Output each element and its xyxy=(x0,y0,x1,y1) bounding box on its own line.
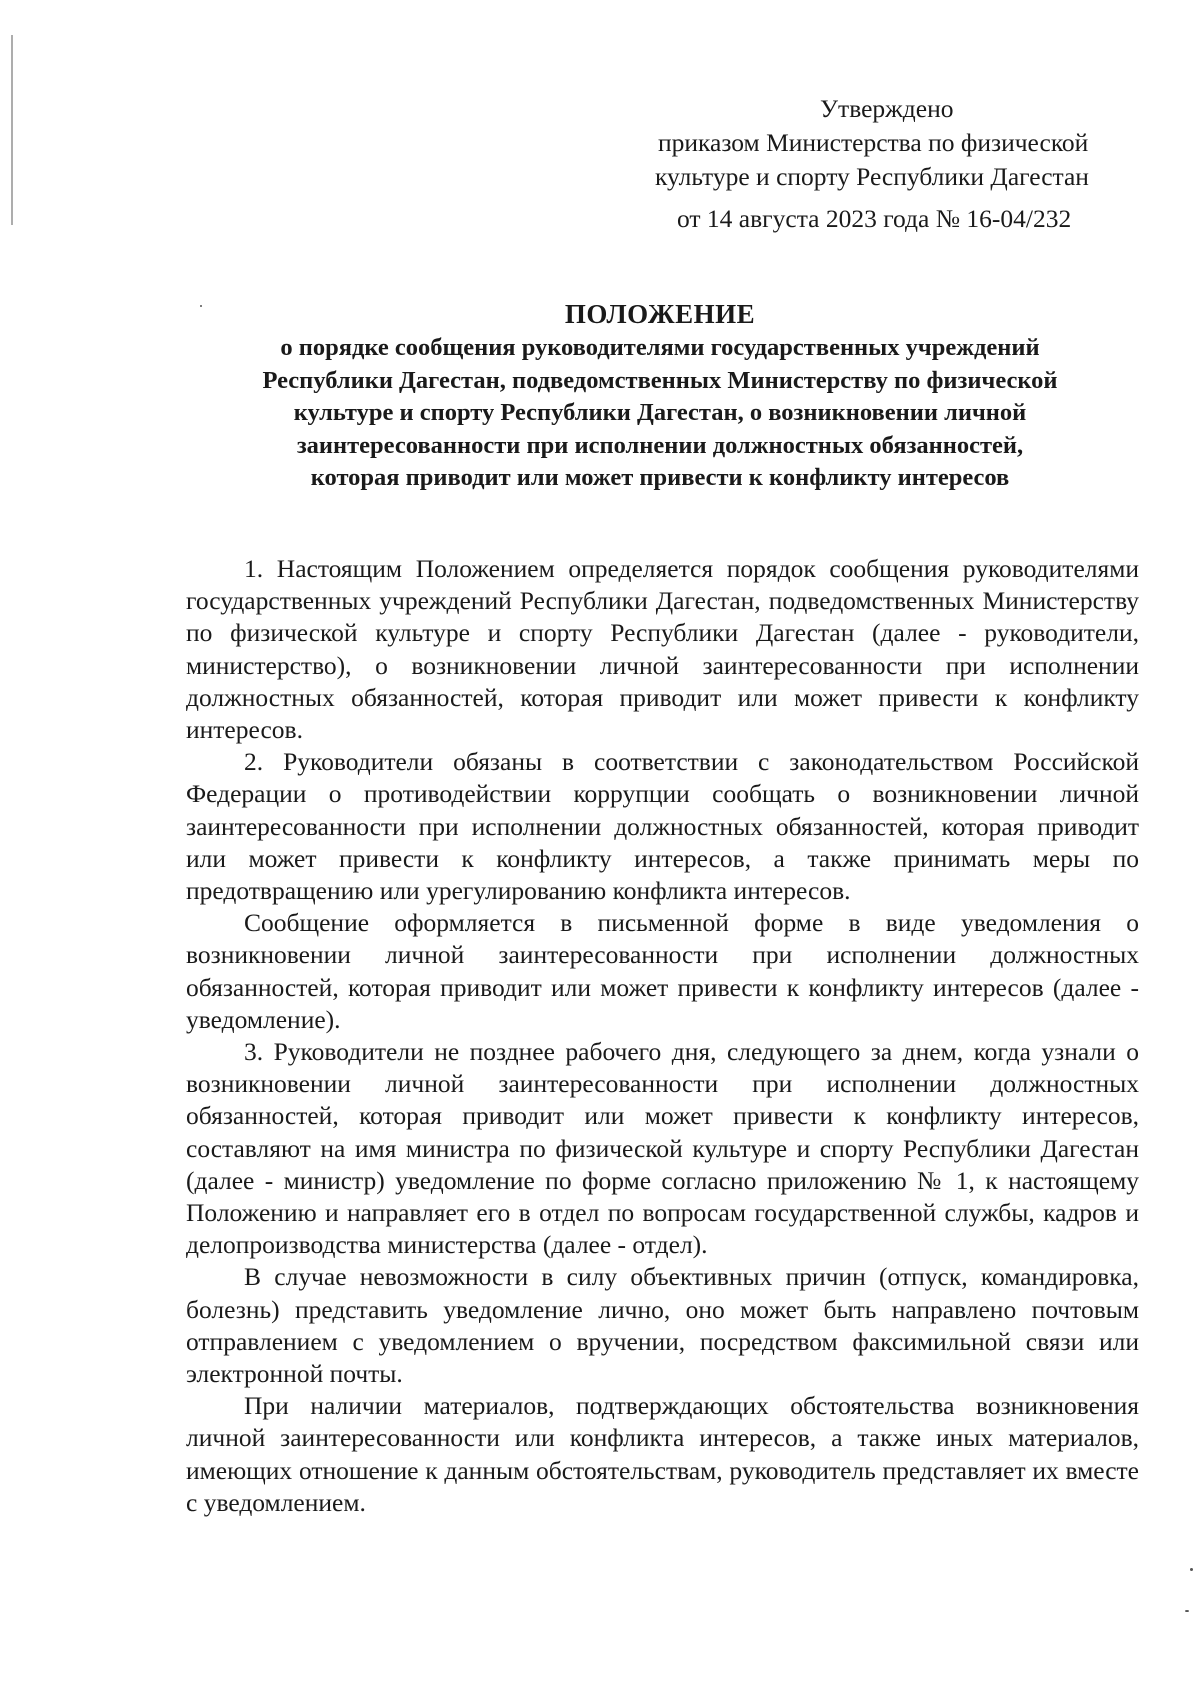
paragraph-3: 3. Руководители не позднее рабочего дня, следующего за днем, когда узнали о возникновении личной заинтересованности при исполнении должностных обязанностей, которая приводит или может привести к конфликту интересов, составляют на имя министра по физической культуре и спорту Республики Дагестан (далее - министр) уведомление по форме согласно приложению № 1, к настоящему Положению и направляет его в отдел по вопросам государственной службы, кадров и делопроизводства министерства (далее - отдел). xyxy=(186,1037,1139,1260)
subtitle-line: которая приводит или может привести к конфликту интересов xyxy=(310,464,1010,491)
approval-stamp-block xyxy=(655,92,1155,236)
approval-line-2: приказом Министерства по физической xyxy=(658,128,1089,157)
approval-line-3: культуре и спорту Республики Дагестан xyxy=(655,162,1089,191)
subtitle-line: культуре и спорту Республики Дагестан, о возникновении личной xyxy=(293,399,1027,426)
scan-speck xyxy=(1185,1610,1189,1612)
subtitle-line: Республики Дагестан, подведомственных Министерству по физической xyxy=(262,366,1058,394)
paragraph-2-notice: Сообщение оформляется в письменной форме в виде уведомления о возникновении личной заинтересованности при исполнении должностных обязанностей, которая приводит или может привести к конфликту интересов (далее - уведомление). xyxy=(186,908,1139,1034)
approval-line-1: Утверждено xyxy=(820,94,954,123)
paragraph-3-materials: При наличии материалов, подтверждающих обстоятельства возникновения личной заинтересованности или конфликта интересов, а также иных материалов, имеющих отношение к данным обстоятельствам, руководитель представляет их вместе с уведомлением. xyxy=(186,1391,1139,1517)
paragraph-1: 1. Настоящим Положением определяется порядок сообщения руководителями государственных учреждений Республики Дагестан, подведомственных Министерству по физической культуре и спорту Республики Дагестан (далее - руководители, министерство), о возникновении личной заинтересованности при исполнении должностных обязанностей, которая приводит или может привести к конфликту интересов. xyxy=(186,554,1139,745)
scan-edge-line xyxy=(11,35,13,225)
document-body xyxy=(186,553,1139,1519)
paragraph-2: 2. Руководители обязаны в соответствии с законодательством Российской Федерации о противодействии коррупции сообщать о возникновении личной заинтересованности при исполнении должностных обязанностей, которая приводит или может привести к конфликту интересов, а также принимать меры по предотвращению или урегулированию конфликта интересов. xyxy=(186,747,1139,906)
document-heading xyxy=(186,296,1134,495)
scan-speck xyxy=(1190,1568,1193,1571)
document-title: ПОЛОЖЕНИЕ xyxy=(564,299,756,329)
scan-speck xyxy=(200,305,202,307)
approval-line-4: от 14 августа 2023 года № 16-04/232 xyxy=(677,204,1072,233)
paragraph-3-exception: В случае невозможности в силу объективных причин (отпуск, командировка, болезнь) представить уведомление лично, оно может быть направлено почтовым отправлением с уведомлением о вручении, посредством факсимильной связи или электронной почты. xyxy=(186,1262,1139,1389)
document-subtitle xyxy=(186,332,1134,495)
subtitle-line: о порядке сообщения руководителями государственных учреждений xyxy=(280,334,1040,361)
subtitle-line: заинтересованности при исполнении должностных обязанностей, xyxy=(296,431,1024,459)
